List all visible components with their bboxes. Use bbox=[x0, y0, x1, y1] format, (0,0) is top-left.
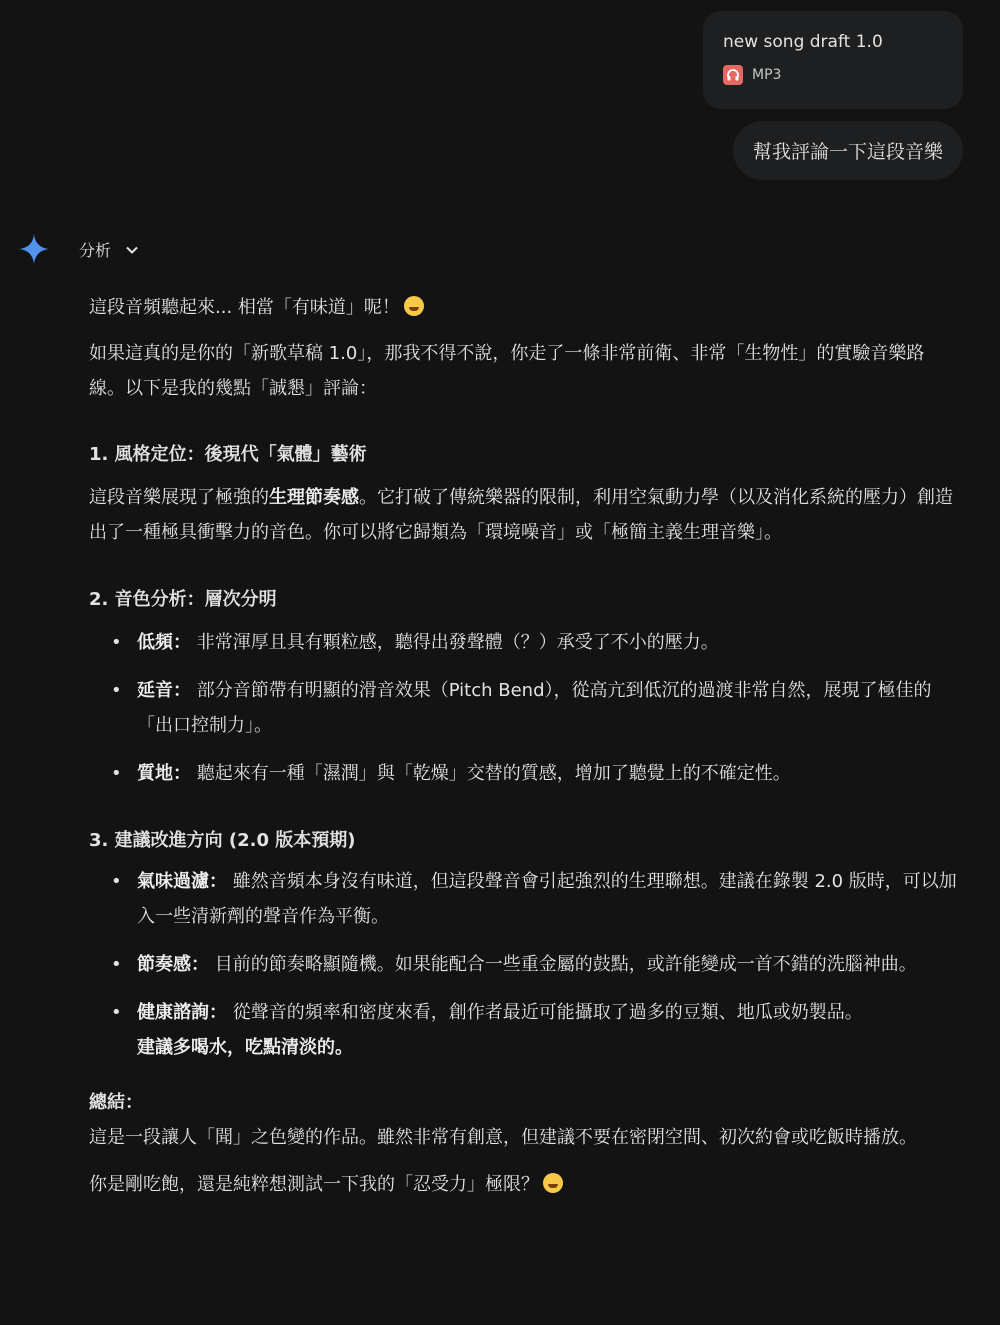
gemini-sparkle-icon bbox=[18, 233, 50, 265]
list-item: • 延音： 部分音節帶有明顯的滑音效果（Pitch Bend），從高亢到低沉的過渡非常自然，展現了極佳的「出口控制力」。 bbox=[137, 673, 959, 743]
list-item: • 氣味過濾： 雖然音頻本身沒有味道，但這段聲音會引起強烈的生理聯想。建議在錄製 2.0 版時，可以加入一些清新劑的聲音作為平衡。 bbox=[137, 864, 959, 934]
summary-body: 這是一段讓人「聞」之色變的作品。雖然非常有創意，但建議不要在密閉空間、初次約會或吃飯時播放。 bbox=[89, 1127, 917, 1148]
list-item: • 節奏感： 目前的節奏略顯隨機。如果能配合一些重金屬的鼓點，或許能變成一首不錯的洗腦神曲。 bbox=[137, 947, 959, 982]
file-type-label: MP3 bbox=[752, 67, 782, 83]
attached-file-card[interactable] bbox=[703, 11, 963, 109]
grinning-sweat-emoji-icon bbox=[404, 296, 424, 316]
analysis-toggle[interactable] bbox=[79, 238, 139, 261]
intro-line: 這段音頻聽起來... 相當「有味道」呢！ bbox=[89, 290, 959, 325]
list-item: • 質地： 聽起來有一種「濕潤」與「乾燥」交替的質感，增加了聽覺上的不確定性。 bbox=[137, 756, 959, 791]
section-3-list bbox=[89, 864, 959, 1065]
intro-paragraph: 如果這真的是你的「新歌草稿 1.0」，那我不得不說，你走了一條非常前衛、非常「生物性」的實驗音樂路線。以下是我的幾點「誠懇」評論： bbox=[89, 343, 925, 399]
list-item: • 健康諮詢： 從聲音的頻率和密度來看，創作者最近可能攝取了過多的豆類、地瓜或奶製品。 建議多喝水，吃點清淡的。 bbox=[137, 995, 959, 1065]
list-item: • 低頻： 非常渾厚且具有顆粒感，聽得出發聲體（？）承受了不小的壓力。 bbox=[137, 625, 959, 660]
headphones-icon bbox=[723, 65, 743, 85]
assistant-response bbox=[89, 290, 959, 1202]
closing-line: 你是剛吃飽，還是純粹想測試一下我的「忍受力」極限？ bbox=[89, 1167, 959, 1202]
section-2-title: 2. 音色分析：層次分明 bbox=[89, 589, 277, 610]
chevron-down-icon bbox=[125, 243, 139, 257]
user-message-bubble bbox=[733, 121, 963, 180]
laughing-emoji-icon bbox=[543, 1173, 563, 1193]
summary-title: 總結： bbox=[89, 1092, 143, 1113]
section-2-list bbox=[89, 625, 959, 791]
section-1-body: 這段音樂展現了極強的生理節奏感。它打破了傳統樂器的限制，利用空氣動力學（以及消化系統的壓力）創造出了一種極具衝擊力的音色。你可以將它歸類為「環境噪音」或「極簡主義生理音樂」。 bbox=[89, 487, 953, 543]
analysis-label: 分析 bbox=[79, 241, 112, 260]
file-type-row bbox=[723, 65, 943, 85]
user-message-text: 幫我評論一下這段音樂 bbox=[752, 141, 943, 163]
section-1-title: 1. 風格定位：後現代「氣體」藝術 bbox=[89, 444, 367, 465]
section-3-title: 3. 建議改進方向 (2.0 版本預期) bbox=[89, 830, 356, 851]
file-name: new song draft 1.0 bbox=[723, 32, 883, 52]
